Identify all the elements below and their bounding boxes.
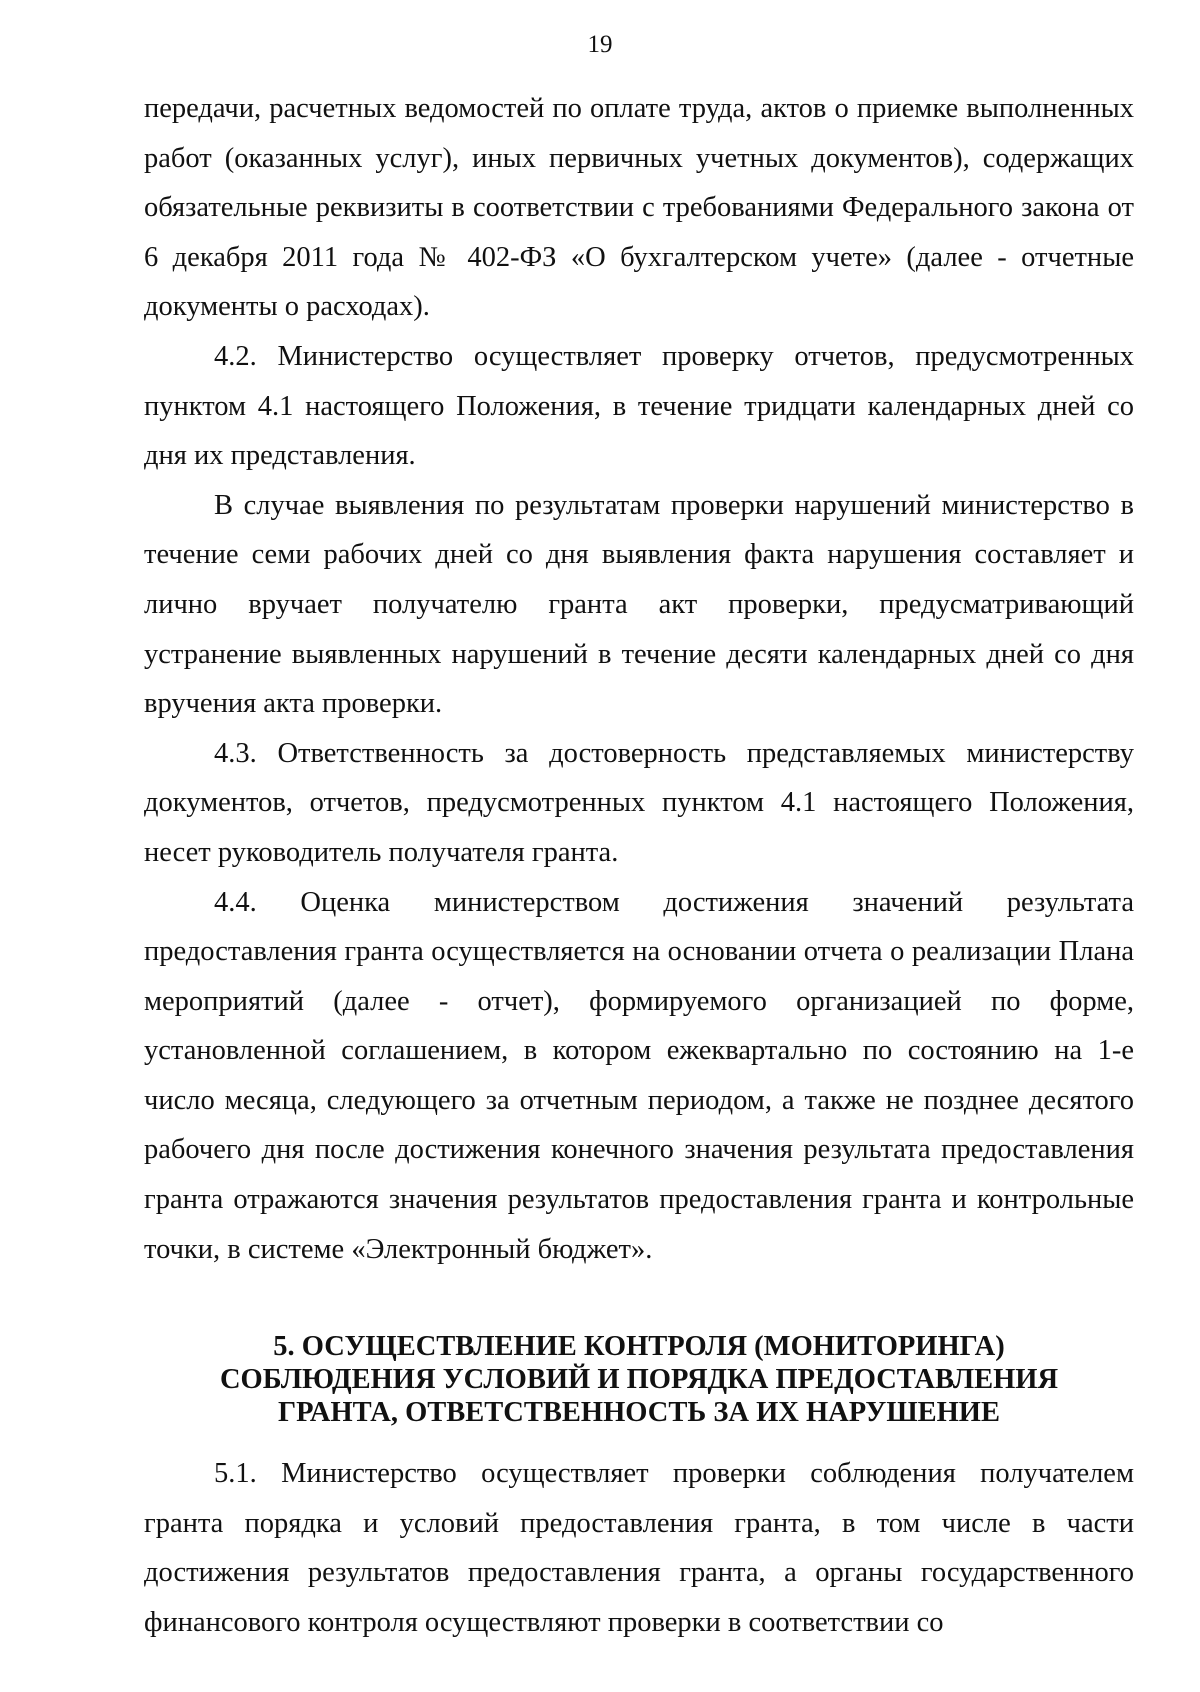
paragraph-4-2: 4.2. Министерство осуществляет проверку отчетов, предусмотренных пунктом 4.1 настоящего Положения, в течение тридцати календарных дней со дня их представления. — [144, 340, 1134, 472]
section-heading-line-1: 5. ОСУЩЕСТВЛЕНИЕ КОНТРОЛЯ (МОНИТОРИНГА) — [273, 1331, 1005, 1363]
paragraph-4-4: 4.4. Оценка министерством достижения значений результата предоставления гранта осуществляется на основании отчета о реализации Плана мероприятий (далее - отчет), формируемого организацией по форме, установленной соглашением, в котором ежеквартально по состоянию на 1-е число месяца, следующего за отчетным периодом, а также не позднее десятого рабочего дня после достижения конечного значения результата предоставления гранта отражаются значения результатов предоставления гранта и контрольные точки, в системе «Электронный бюджет». — [144, 886, 1134, 1265]
paragraph-violations: В случае выявления по результатам проверки нарушений министерство в течение семи рабочих дней со дня выявления факта нарушения составляет и лично вручает получателю гранта акт проверки, предусматривающий устранение выявленных нарушений в течение десяти календарных дней со дня вручения акта проверки. — [144, 489, 1134, 720]
section-heading-line-3: ГРАНТА, ОТВЕТСТВЕННОСТЬ ЗА ИХ НАРУШЕНИЕ — [278, 1397, 1000, 1429]
section-heading — [144, 1330, 1134, 1429]
paragraph-continuation: передачи, расчетных ведомостей по оплате труда, актов о приемке выполненных работ (оказанных услуг), иных первичных учетных документов), содержащих обязательные реквизиты в соответствии с требованиями Федерального закона от 6 декабря 2011 года № 402-ФЗ «О бухгалтерском учете» (далее - отчетные документы о расходах). — [144, 93, 1134, 323]
document-body — [144, 84, 1134, 1648]
paragraph-4-3: 4.3. Ответственность за достоверность представляемых министерству документов, отчетов, предусмотренных пунктом 4.1 настоящего Положения, несет руководитель получателя гранта. — [144, 737, 1134, 868]
section-heading-line-2: СОБЛЮДЕНИЯ УСЛОВИЙ И ПОРЯДКА ПРЕДОСТАВЛЕНИЯ — [219, 1364, 1059, 1396]
page-number: 19 — [587, 31, 613, 58]
paragraph-5-1: 5.1. Министерство осуществляет проверки соблюдения получателем гранта порядка и условий предоставления гранта, в том числе в части достижения результатов предоставления гранта, а органы государственного финансового контроля осуществляют проверки в соответствии со — [144, 1458, 1134, 1639]
